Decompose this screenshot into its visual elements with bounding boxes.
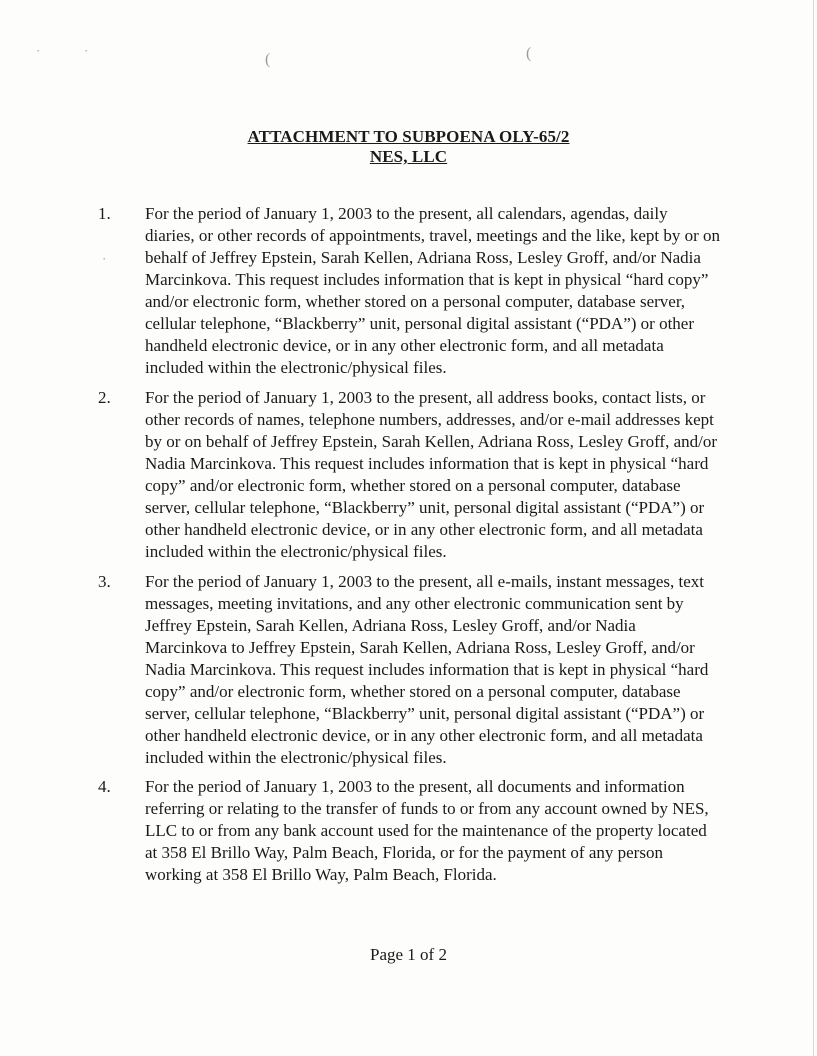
scan-speck: · [102,251,107,266]
scan-speck: ( [526,45,532,62]
item-number: 2. [98,388,111,407]
attachment-subtitle: NES, LLC [369,147,448,166]
attachment-title: ATTACHMENT TO SUBPOENA OLY-65/2 [247,127,570,146]
scan-speck: · [36,43,41,58]
page-number: Page 1 of 2 [370,945,447,964]
scan-speck: ( [265,51,271,68]
item-text: For the period of January 1, 2003 to the present, all e-mails, instant messages, text messages, meeting invitations, and any other electronic communication sent by Jeffrey Epstein, Sarah Kellen, Adriana Ross, Lesley Groff, and/or Nadia Marcinkova to Jeffrey Epstein, Sarah Kellen, Adriana Ross, Lesley Groff, and/or Nadia Marcinkova. This request includes information that is kept in physical “hard copy” and/or electronic form, whether stored on a personal computer, database server, cellular telephone, “Blackberry” unit, personal digital assistant (“PDA”) or other handheld electronic device, or in any other electronic form, and all metadata included within the electronic/physical files. [145,572,709,767]
item-text: For the period of January 1, 2003 to the present, all documents and information referring or relating to the transfer of funds to or from any account owned by NES, LLC to or from any bank account used for the maintenance of the property located at 358 El Brillo Way, Palm Beach, Florida, or for the payment of any person working at 358 El Brillo Way, Palm Beach, Florida. [145,777,709,884]
item-number: 3. [98,572,111,591]
item-text: For the period of January 1, 2003 to the present, all address books, contact lists, or other records of names, telephone numbers, addresses, and/or e-mail addresses kept by or on behalf of Jeffrey Epstein, Sarah Kellen, Adriana Ross, Lesley Groff, and/or Nadia Marcinkova. This request includes information that is kept in physical “hard copy” and/or electronic form, whether stored on a personal computer, database server, cellular telephone, “Blackberry” unit, personal digital assistant (“PDA”) or other handheld electronic device, or in any other electronic form, and all metadata included within the electronic/physical files. [145,388,718,561]
item-number: 4. [98,777,111,796]
item-text: For the period of January 1, 2003 to the present, all calendars, agendas, daily diaries, or other records of appointments, travel, meetings and the like, kept by or on behalf of Jeffrey Epstein, Sarah Kellen, Adriana Ross, Lesley Groff, and/or Nadia Marcinkova. This request includes information that is kept in physical “hard copy” and/or electronic form, whether stored on a personal computer, database server, cellular telephone, “Blackberry” unit, personal digital assistant (“PDA”) or other handheld electronic device, or in any other electronic form, and all metadata included within the electronic/physical files. [145,204,721,377]
item-number: 1. [98,204,111,223]
scan-speck: · [84,43,89,58]
